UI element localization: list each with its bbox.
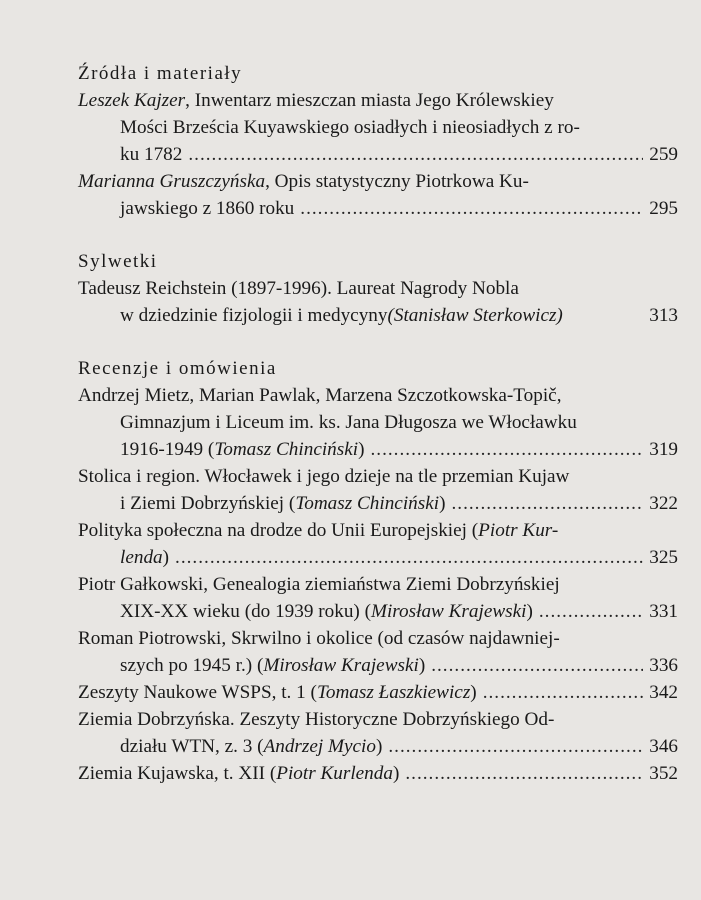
entry-author: (Stanisław Sterkowicz) [387, 305, 563, 326]
page-number: 322 [649, 493, 678, 514]
toc-entry: Piotr Gałkowski, Genealogia ziemiaństwa Ziemi Dobrzyńskiej XIX-XX wieku (do 1939 roku) ( Mirosław Krajewski ) ..... 331 [78, 571, 678, 625]
toc-entry: Ziemia Kujawska, t. XII ( Piotr Kurlenda ) ..... 352 [78, 760, 678, 787]
leader-dots [370, 436, 643, 463]
entry-title: ku 1782 [120, 144, 183, 165]
section-title: Źródła i materiały [78, 63, 243, 84]
leader-dots [451, 490, 643, 517]
toc-entry [78, 87, 678, 168]
page-number: 331 [649, 601, 678, 622]
entry-title: Ziemia Kujawska, t. XII ( [78, 763, 277, 784]
entry-title: i Ziemi Dobrzyńskiej ( [120, 493, 296, 514]
entry-title: Piotr Gałkowski, Genealogia ziemiaństwa Ziemi Dobrzyńskiej [78, 574, 560, 595]
page-number: 325 [649, 547, 678, 568]
leader-dots [300, 195, 643, 222]
entry-title: Roman Piotrowski, Skrwilno i okolice (od czasów najdawniej- [78, 628, 560, 649]
page-number: 295 [649, 198, 678, 219]
entry-title: Stolica i region. Włocławek i jego dzieje na tle przemian Kujaw [78, 466, 570, 487]
leader-dots [175, 544, 643, 571]
page-number: 259 [649, 144, 678, 165]
entry-author: lenda [120, 547, 163, 568]
entry-title: jawskiego z 1860 roku [120, 198, 295, 219]
section-title: Sylwetki [78, 251, 158, 272]
leader-dots [431, 652, 643, 679]
entry-title: , Opis statystyczny Piotrkowa Ku- [265, 171, 529, 192]
entry-title: Mości Brześcia Kuyawskiego osiadłych i nieosiadłych z ro- [120, 117, 580, 138]
toc-entry: Zeszyty Naukowe WSPS, t. 1 ( Tomasz Łaszkiewicz ) ..... 342 [78, 679, 678, 706]
leader-dots [539, 598, 643, 625]
toc-entry: Stolica i region. Włocławek i jego dzieje na tle przemian Kujaw i Ziemi Dobrzyńskiej ( Tomasz Chinciński ) ..... 322 [78, 463, 678, 517]
entry-title: działu WTN, z. 3 ( [120, 736, 264, 757]
page-number: 319 [649, 439, 678, 460]
table-of-contents [78, 60, 678, 787]
toc-entry [78, 168, 678, 222]
entry-title: Ziemia Dobrzyńska. Zeszyty Historyczne Dobrzyńskiego Od- [78, 709, 555, 730]
entry-author: Mirosław Krajewski [263, 655, 419, 676]
entry-title: Polityka społeczna na drodze do Unii Europejskiej ( [78, 520, 479, 541]
entry-author: Piotr Kur- [478, 520, 559, 541]
entry-title: Zeszyty Naukowe WSPS, t. 1 ( [78, 682, 317, 703]
page-number: 336 [649, 655, 678, 676]
entry-title: szych po 1945 r.) ( [120, 655, 264, 676]
toc-entry: Ziemia Dobrzyńska. Zeszyty Historyczne Dobrzyńskiego Od- działu WTN, z. 3 ( Andrzej Mycio ) ..... 346 [78, 706, 678, 760]
entry-title: w dziedzinie fizjologii i medycyny [120, 305, 388, 326]
section-title: Recenzje i omówienia [78, 358, 277, 379]
page-number: 352 [649, 763, 678, 784]
toc-entry [78, 275, 678, 329]
leader-dots [483, 679, 644, 706]
toc-entry: Polityka społeczna na drodze do Unii Europejskiej ( Piotr Kur- lenda ) ..... 325 [78, 517, 678, 571]
entry-title: Tadeusz Reichstein (1897-1996). Laureat Nagrody Nobla [78, 278, 519, 299]
entry-author: Tomasz Chinciński [214, 439, 359, 460]
page-number: 313 [649, 305, 678, 326]
toc-entry: Roman Piotrowski, Skrwilno i okolice (od czasów najdawniej- szych po 1945 r.) ( Mirosław Krajewski ) ..... 336 [78, 625, 678, 679]
entry-author: Leszek Kajzer [78, 90, 186, 111]
leader-dots [405, 760, 643, 787]
entry-author: Tomasz Łaszkiewicz [316, 682, 471, 703]
page-number: 342 [649, 682, 678, 703]
leader-dots [188, 141, 643, 168]
entry-title: Gimnazjum i Liceum im. ks. Jana Długosza we Włocławku [120, 412, 577, 433]
entry-title: Andrzej Mietz, Marian Pawlak, Marzena Szczotkowska-Topič, [78, 385, 562, 406]
section-sources [78, 60, 678, 222]
entry-title: XIX-XX wieku (do 1939 roku) ( [120, 601, 371, 622]
leader-dots [388, 733, 643, 760]
entry-author: Tomasz Chinciński [295, 493, 440, 514]
entry-title: , Inwentarz mieszczan miasta Jego Królewskiey [185, 90, 554, 111]
entry-author: Mirosław Krajewski [370, 601, 527, 622]
page-number: 346 [649, 736, 678, 757]
entry-author: Andrzej Mycio [263, 736, 376, 757]
toc-entry: Andrzej Mietz, Marian Pawlak, Marzena Szczotkowska-Topič, Gimnazjum i Liceum im. ks. Jana Długosza we Włocławku 1916-1949 ( Tomasz Chinciński ) ..... 319 [78, 382, 678, 463]
entry-author: Marianna Gruszczyńska [78, 171, 266, 192]
entry-title: 1916-1949 ( [120, 439, 215, 460]
entry-author: Piotr Kurlenda [276, 763, 393, 784]
section-profiles [78, 248, 678, 329]
section-reviews [78, 355, 678, 787]
